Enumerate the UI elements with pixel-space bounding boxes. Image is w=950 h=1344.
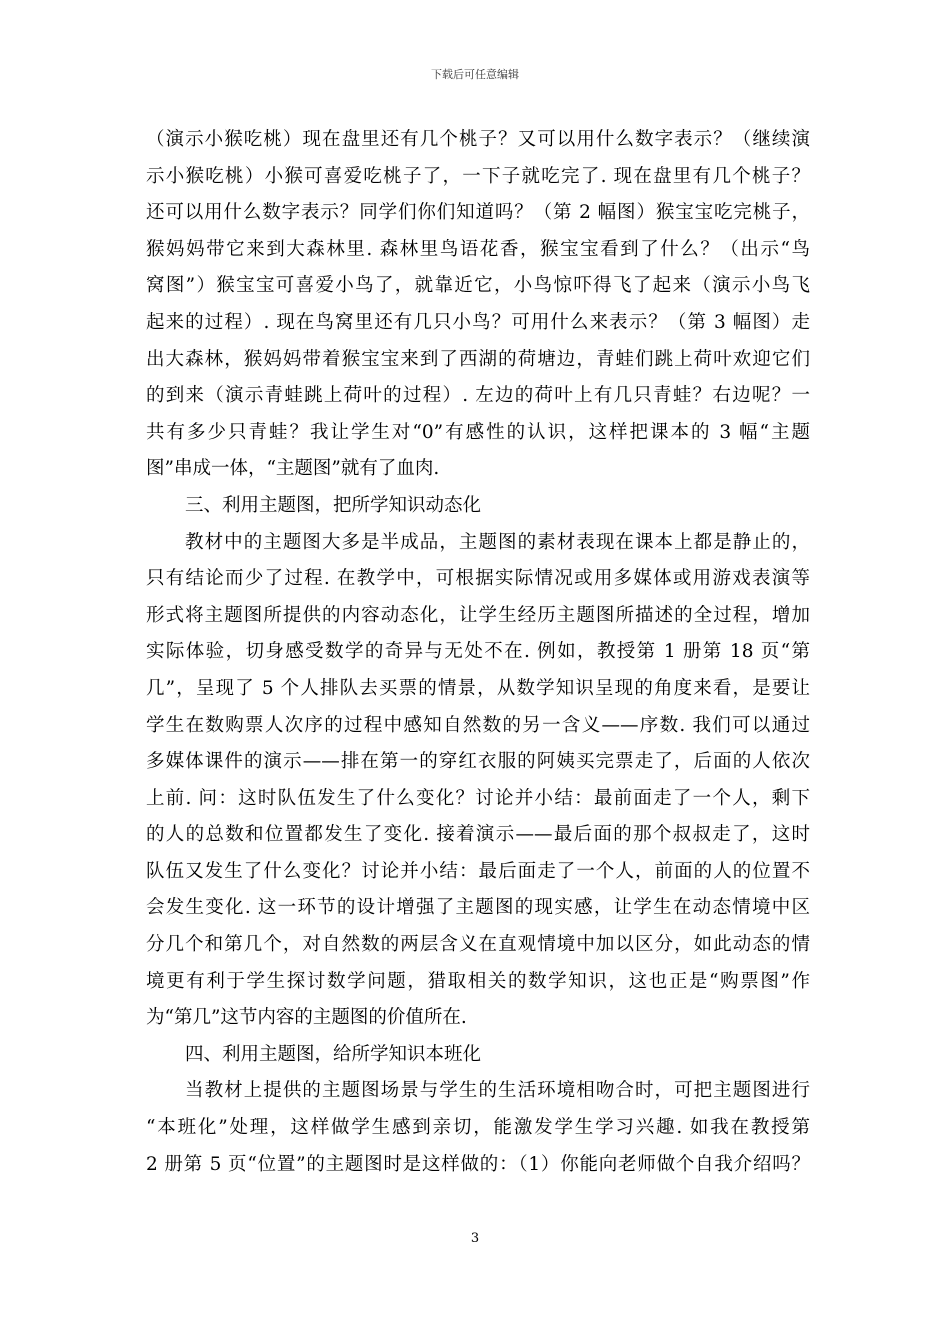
text-line: 共有多少只青蛙？我让学生对“0”有感性的认识，这样把课本的 3 幅“主题 xyxy=(146,421,810,443)
text-line: 形式将主题图所提供的内容动态化，让学生经历主题图所描述的全过程，增加 xyxy=(146,604,810,626)
text-line: 实际体验，切身感受数学的奇异与无处不在. 例如，教授第 1 册第 18 页“第 xyxy=(146,641,810,663)
text-line: 的到来（演示青蛙跳上荷叶的过程）. 左边的荷叶上有几只青蛙？右边呢？一 xyxy=(146,385,810,407)
text-line: 的人的总数和位置都发生了变化. 接着演示——最后面的那个叔叔走了，这时 xyxy=(146,824,810,846)
text-line: 出大森林，猴妈妈带着猴宝宝来到了西湖的荷塘边，青蛙们跳上荷叶欢迎它们 xyxy=(146,348,810,370)
text-line: 只有结论而少了过程. 在教学中，可根据实际情况或用多媒体或用游戏表演等 xyxy=(146,568,810,590)
text-line: 示小猴吃桃）小猴可喜爱吃桃子了，一下子就吃完了. 现在盘里有几个桃子？ xyxy=(146,165,810,187)
text-line: 分几个和第几个，对自然数的两层含义在直观情境中加以区分，如此动态的情 xyxy=(146,934,810,956)
text-line: 窝图”）猴宝宝可喜爱小鸟了，就靠近它，小鸟惊吓得飞了起来（演示小鸟飞 xyxy=(146,275,810,297)
text-line: 起来的过程）. 现在鸟窝里还有几只小鸟？可用什么来表示？（第 3 幅图）走 xyxy=(146,311,810,333)
text-line: 会发生变化. 这一环节的设计增强了主题图的现实感，让学生在动态情境中区 xyxy=(146,897,810,919)
text-line: 图”串成一体，“主题图”就有了血肉. xyxy=(146,458,440,480)
text-line: “本班化”处理，这样做学生感到亲切，能激发学生学习兴趣. 如我在教授第 xyxy=(146,1117,810,1139)
section-heading: 三、利用主题图，把所学知识动态化 xyxy=(185,494,482,516)
text-line: 当教材上提供的主题图场景与学生的生活环境相吻合时，可把主题图进行 xyxy=(185,1080,810,1102)
page-number: 3 xyxy=(470,1231,480,1246)
text-line: 上前. 问：这时队伍发生了什么变化？讨论并小结：最前面走了一个人，剩下 xyxy=(146,787,810,809)
text-line: 还可以用什么数字表示？同学们你们知道吗？（第 2 幅图）猴宝宝吃完桃子， xyxy=(146,202,810,224)
page-header: 下载后可任意编辑 xyxy=(431,68,519,81)
body-text xyxy=(146,122,810,1183)
text-line: 境更有利于学生探讨数学问题，猎取相关的数学知识，这也正是“购票图”作 xyxy=(146,970,810,992)
text-line: 学生在数购票人次序的过程中感知自然数的另一含义——序数. 我们可以通过 xyxy=(146,714,810,736)
text-line: 多媒体课件的演示——排在第一的穿红衣服的阿姨买完票走了，后面的人依次 xyxy=(146,751,810,773)
text-line: 教材中的主题图大多是半成品，主题图的素材表现在课本上都是静止的， xyxy=(185,531,810,553)
text-line: 为“第几”这节内容的主题图的价值所在. xyxy=(146,1007,467,1029)
text-line: 几”，呈现了 5 个人排队去买票的情景，从数学知识呈现的角度来看，是要让 xyxy=(146,677,810,699)
text-line: 猴妈妈带它来到大森林里. 森林里鸟语花香，猴宝宝看到了什么？（出示“鸟 xyxy=(146,238,810,260)
text-line: 2 册第 5 页“位置”的主题图时是这样做的：（1）你能向老师做个自我介绍吗？ xyxy=(146,1153,810,1175)
text-line: （演示小猴吃桃）现在盘里还有几个桃子？又可以用什么数字表示？（继续演 xyxy=(146,129,810,150)
text-line: 队伍又发生了什么变化？讨论并小结：最后面走了一个人，前面的人的位置不 xyxy=(146,860,810,882)
section-heading: 四、利用主题图，给所学知识本班化 xyxy=(185,1043,482,1065)
